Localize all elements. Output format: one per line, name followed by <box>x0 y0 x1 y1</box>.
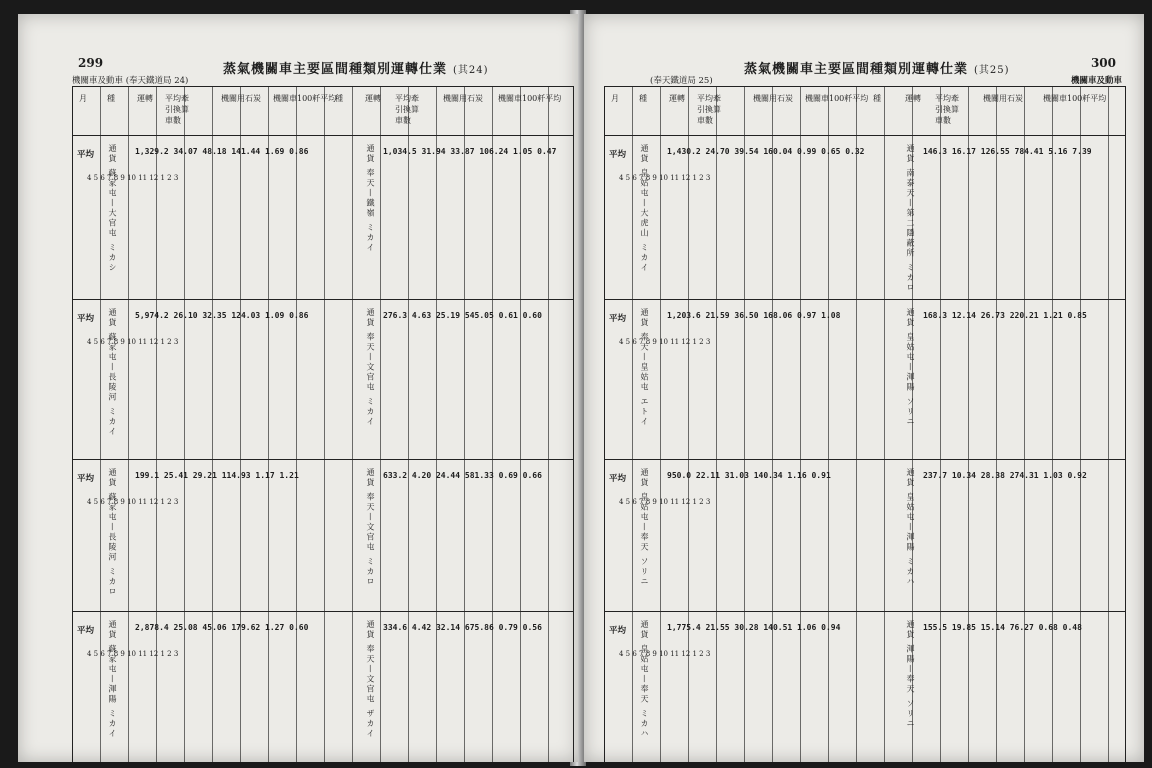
table-block: 平均 通貨 蘇家屯—大官屯 ミカシ 1,329.2 34.07 48.18 141.44 1.69 0.86 通貨 奉天—鐵嶺 ミカイ 1,034.5 31.94 33.87 106.24 1.05 0.47 4 5 6 7 8 9 10 11 12 1 2 3 <box>73 135 573 300</box>
table-block: 平均 通貨 皇姑屯—奉天 ソリニ 950.0 22.11 31.03 140.34 1.16 0.91 通貨 皇姑屯—渾陽 ミカハ 237.7 10.34 28.38 274.31 1.03 0.92 4 5 6 7 8 9 10 11 12 1 2 3 <box>605 459 1125 612</box>
table-block: 平均 通貨 奉天—皇姑屯 エトイ 1,203.6 21.59 36.50 168.06 0.97 1.08 通貨 皇姑屯—渾陽 ソリニ 168.3 12.14 26.73 220.21 1.21 0.85 4 5 6 7 8 9 10 11 12 1 2 3 <box>605 299 1125 460</box>
data-table <box>604 86 1126 762</box>
page-title: 蒸氣機關車主要區間種類別運轉仕業 (其25) <box>744 62 1010 77</box>
table-header: 月 種 運轉 平均牽引換算車數 機關用石炭 機關車100粁平均 種 運轉 平均牽引換算車數 機關用石炭 機關車100粁平均 <box>73 87 573 136</box>
table-block: 平均 通貨 皇姑屯—奉天 ミカハ 1,775.4 21.55 30.28 140.51 1.06 0.94 通貨 渾陽—奉天 ソリニ 155.5 19.85 15.14 76.27 0.68 0.48 4 5 6 7 8 9 10 11 12 1 2 3 <box>605 611 1125 762</box>
table-block: 平均 通貨 皇姑屯—大虎山 ミカイ 1,430.2 24.70 39.54 160.04 0.99 0.65 0.32 通貨 南泰天—第二隱蔽所 ミカロ 146.3 16.17 126.55 784.41 5.16 7.39 4 5 6 7 8 9 10 11 12 1 2 3 <box>605 135 1125 300</box>
page-subheader: (奉天鐵道局 25) <box>650 76 713 86</box>
table-header: 月 種 運轉 平均牽引換算車數 機關用石炭 機關車100粁平均 種 運轉 平均牽引換算車數 機關用石炭 機關車100粁平均 <box>605 87 1125 136</box>
data-table <box>72 86 574 762</box>
page-number: 299 <box>78 56 104 70</box>
page-number: 300 <box>1090 56 1116 70</box>
table-block: 平均 通貨 蘇家屯—長陵河 ミカイ 5,974.2 26.10 32.35 124.03 1.09 0.86 通貨 奉天—文官屯 ミカイ 276.3 4.63 25.19 545.05 0.61 0.60 4 5 6 7 8 9 10 11 12 1 2 3 <box>73 299 573 460</box>
table-block: 平均 通貨 蘇家屯—長陵河 ミカロ 199.1 25.41 29.21 114.93 1.17 1.21 通貨 奉天—文官屯 ミカロ 633.2 4.20 24.44 581.33 0.69 0.66 4 5 6 7 8 9 10 11 12 1 2 3 <box>73 459 573 612</box>
right-page <box>584 14 1144 762</box>
page-subheader: 機關車及動車 (奉天鐵道局 24) <box>72 76 189 86</box>
page-title: 蒸氣機關車主要區間種類別運轉仕業 (其24) <box>223 62 489 77</box>
table-block: 平均 通貨 蘇家屯—渾陽 ミカイ 2,878.4 25.08 45.06 179.62 1.27 0.60 通貨 奉天—文官屯 ザカイ 334.6 4.42 32.14 675.86 0.79 0.56 4 5 6 7 8 9 10 11 12 1 2 3 <box>73 611 573 762</box>
page-subheader-right: 機關車及動車 <box>1070 76 1122 86</box>
left-page <box>18 14 578 762</box>
